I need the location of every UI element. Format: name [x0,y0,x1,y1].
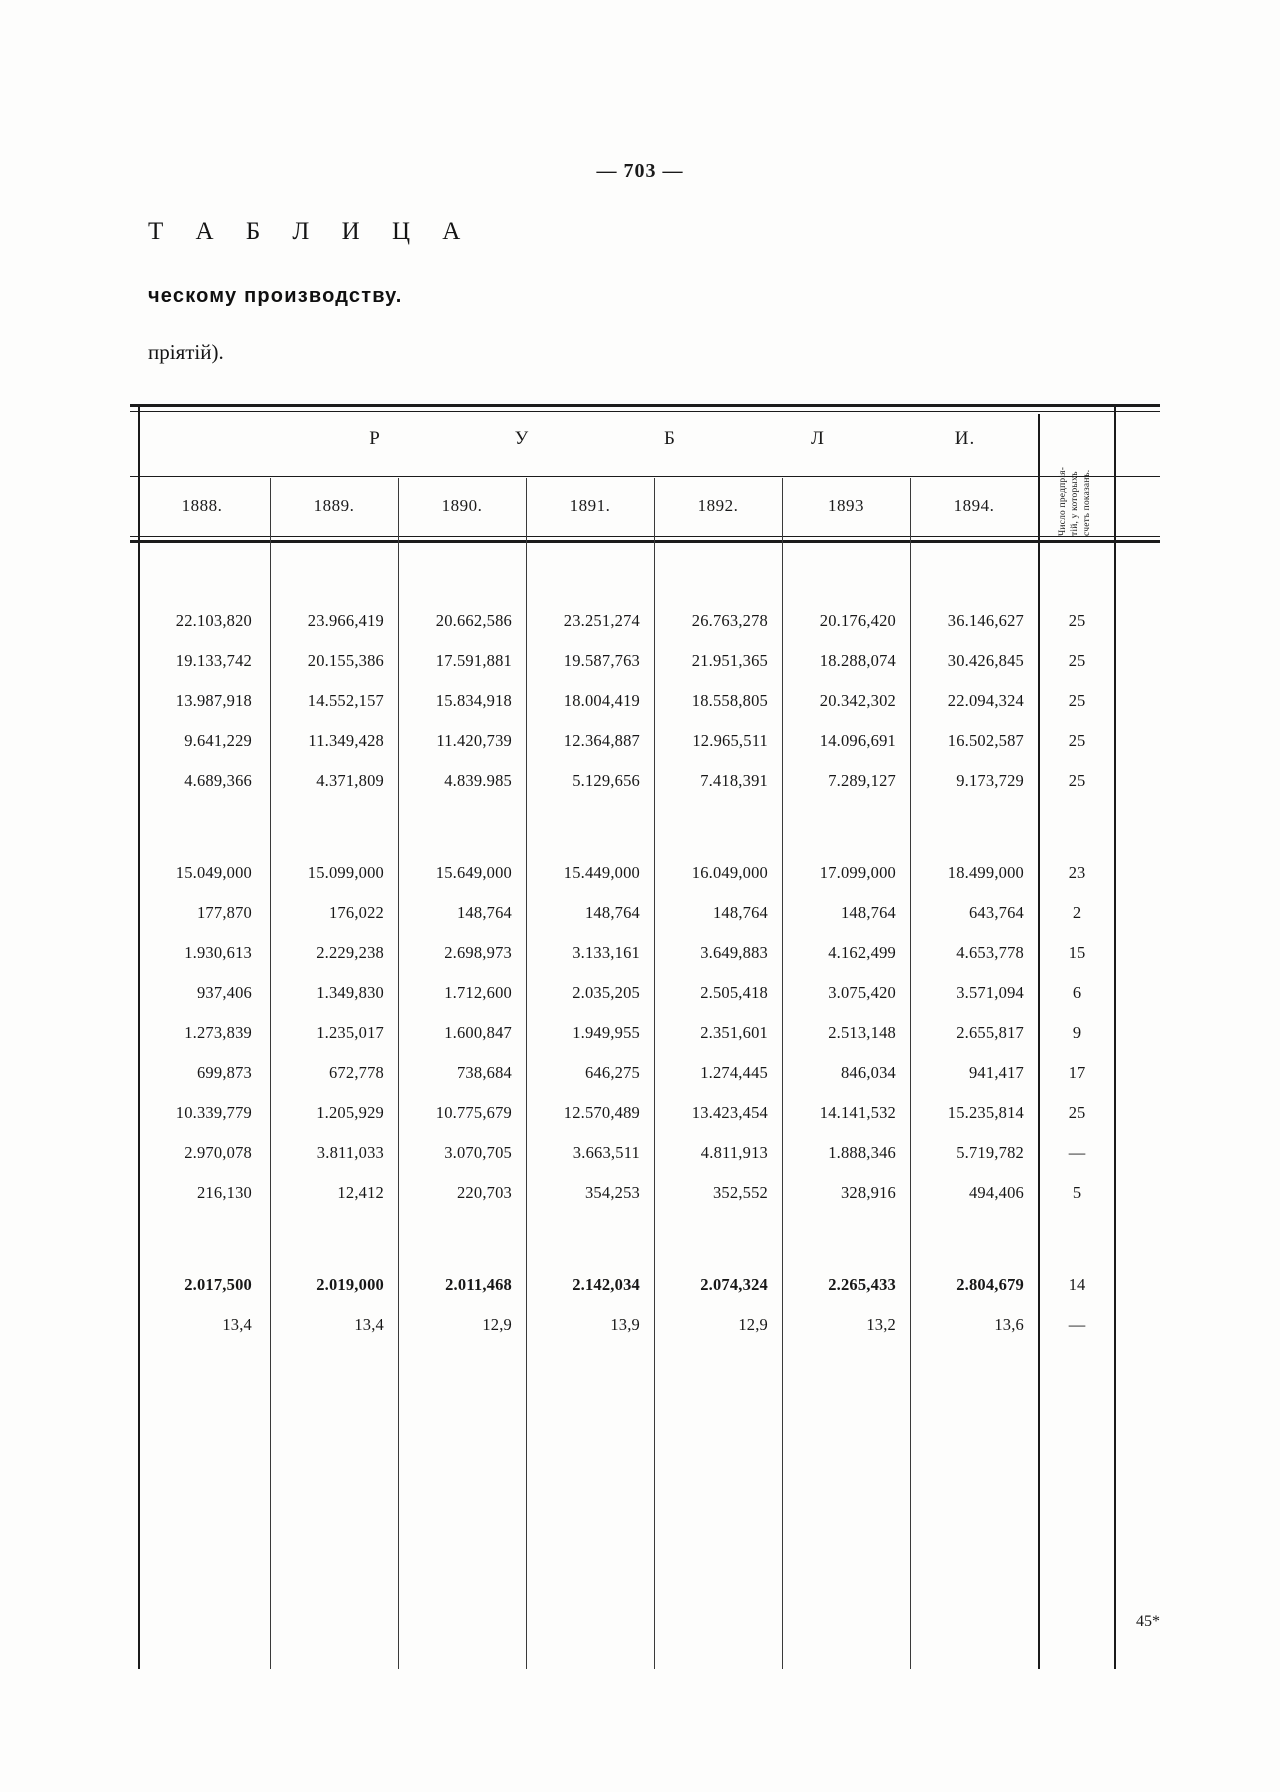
table-cell-count: 9 [1072,1023,1082,1042]
table-cell-count: 25 [1068,731,1086,750]
table-cell: 13,9 [610,1315,640,1334]
table-cell: 937,406 [196,983,252,1002]
table-cell: 216,130 [196,1183,252,1202]
table-cell: 17.099,000 [819,863,896,882]
table-cell: 672,778 [328,1063,384,1082]
table-cell: 148,764 [712,903,768,922]
table-cell: 328,916 [840,1183,896,1202]
table-cell: 9.173,729 [956,771,1024,790]
table-cell: 15.449,000 [563,863,640,882]
table-group-letter: И. [954,428,976,449]
table-cell: 12.965,511 [692,731,768,750]
table-cell: 16.049,000 [691,863,768,882]
table-column-separator [270,478,271,1669]
table-row [130,1183,1160,1223]
table-cell: 5.129,656 [572,771,640,790]
table-cell: 11.420,739 [436,731,512,750]
table-cell: 148,764 [840,903,896,922]
table-cell: 12.570,489 [563,1103,640,1122]
table-cell: 15.049,000 [175,863,252,882]
table-cell: 941,417 [968,1063,1024,1082]
table-cell-count: 25 [1068,1103,1086,1122]
table-cell: 3.133,161 [572,943,640,962]
table-cell: 13.423,454 [691,1103,768,1122]
table-cell: 13,2 [866,1315,896,1334]
table-cell: 10.775,679 [435,1103,512,1122]
table-cell: 2.351,601 [700,1023,768,1042]
table-cell: 18.288,074 [819,651,896,670]
table-cell: 17.591,881 [435,651,512,670]
table-cell: 9.641,229 [184,731,252,750]
table-cell: 176,022 [328,903,384,922]
table-cell: 18.558,805 [691,691,768,710]
table-year-header: 1890. [441,496,483,515]
table-cell: 19.133,742 [175,651,252,670]
table-header-bottom-rule-inner [130,536,1160,537]
table-cell: 4.162,499 [828,943,896,962]
table-cell: 2.142,034 [572,1275,640,1294]
table-cell: 15.235,814 [947,1103,1024,1122]
table-cell-count: 2 [1072,903,1082,922]
table-cell: 1.930,613 [184,943,252,962]
table-cell-count: 14 [1068,1275,1086,1294]
table-cell: 5.719,782 [956,1143,1024,1162]
table-cell: 2.970,078 [184,1143,252,1162]
table-cell: 16.502,587 [947,731,1024,750]
table-cell-count: 6 [1072,983,1082,1002]
table-cell: 15.834,918 [435,691,512,710]
table-row [130,983,1160,1023]
table-cell: 2.074,324 [700,1275,768,1294]
table-cell: 13,6 [994,1315,1024,1334]
page-subtitle: ческому производству. [148,285,403,307]
page-title: Т А Б Л И Ц А [148,218,474,245]
table-cell: 2.011,468 [445,1275,512,1294]
table-cell: 1.888,346 [828,1143,896,1162]
table-cell: 846,034 [840,1063,896,1082]
table-row [130,1063,1160,1103]
table-cell: 2.229,238 [316,943,384,962]
table-year-header-row [130,478,1160,536]
table-cell: 1.949,955 [572,1023,640,1042]
statistics-table [130,404,1160,1669]
table-cell: 18.499,000 [947,863,1024,882]
table-column-separator [526,478,527,1669]
table-cell: 646,275 [584,1063,640,1082]
table-cell: 30.426,845 [947,651,1024,670]
table-cell: 22.094,324 [947,691,1024,710]
table-cell: 7.289,127 [828,771,896,790]
table-group-letter: Р [369,428,381,449]
table-row [130,903,1160,943]
table-cell: 12.364,887 [563,731,640,750]
table-cell: 738,684 [456,1063,512,1082]
table-year-header: 1893 [828,496,864,515]
table-cell-count: 25 [1068,611,1086,630]
table-group-letter: У [514,428,530,449]
table-column-separator [1038,414,1040,1669]
table-year-header: 1888. [181,496,223,515]
table-column-separator [910,478,911,1669]
table-cell: 22.103,820 [175,611,252,630]
table-cell: 14.141,532 [819,1103,896,1122]
page-title-tail: пріятій). [148,340,224,364]
table-cell: 15.649,000 [435,863,512,882]
count-header-line: счетъ показанъ. [1082,469,1092,536]
table-group-letter: Б [664,428,676,449]
table-cell: 1.712,600 [444,983,512,1002]
table-year-header: 1891. [569,496,611,515]
table-cell: 2.019,000 [316,1275,384,1294]
table-cell: 12,412 [337,1183,384,1202]
table-cell: 354,253 [584,1183,640,1202]
count-header-line: тій, у которыхъ [1070,471,1080,536]
table-column-separator [398,478,399,1669]
table-cell: 11.349,428 [308,731,384,750]
table-cell-count: 23 [1068,863,1086,882]
table-cell: 2.698,973 [444,943,512,962]
table-cell: 2.505,418 [700,983,768,1002]
table-cell: 13,4 [222,1315,252,1334]
table-cell: 3.663,511 [572,1143,640,1162]
table-cell: 2.035,205 [572,983,640,1002]
table-cell: 4.371,809 [316,771,384,790]
table-cell: 494,406 [968,1183,1024,1202]
table-cell: 1.349,830 [316,983,384,1002]
table-cell: 148,764 [584,903,640,922]
table-cell: 2.655,817 [956,1023,1024,1042]
table-cell: 4.653,778 [956,943,1024,962]
table-column-separator [1114,404,1116,1669]
table-row [130,731,1160,771]
table-cell: 4.839.985 [444,771,512,790]
table-cell: 23.966,419 [307,611,384,630]
table-year-header: 1889. [313,496,355,515]
table-cell: 21.951,365 [691,651,768,670]
table-cell: 15.099,000 [307,863,384,882]
table-cell-count: 15 [1068,943,1086,962]
table-row [130,1023,1160,1063]
table-cell: 2.513,148 [828,1023,896,1042]
table-cell-count: — [1068,1315,1086,1334]
table-cell: 4.811,913 [700,1143,768,1162]
table-top-rule-inner [130,411,1160,412]
table-row [130,1143,1160,1183]
page-number: — 703 — [596,160,684,182]
table-cell-count: — [1068,1143,1086,1162]
table-cell: 177,870 [196,903,252,922]
table-cell: 14.552,157 [307,691,384,710]
signature-mark: 45* [1136,1613,1160,1630]
table-cell: 2.017,500 [184,1275,252,1294]
table-cell: 1.235,017 [316,1023,384,1042]
table-row [130,1275,1160,1315]
table-cell: 20.342,302 [819,691,896,710]
table-group-header-row [130,414,1160,474]
table-cell: 4.689,366 [184,771,252,790]
table-cell: 1.274,445 [700,1063,768,1082]
table-cell: 20.662,586 [435,611,512,630]
table-cell: 3.070,705 [444,1143,512,1162]
table-row [130,943,1160,983]
table-cell: 18.004,419 [563,691,640,710]
table-cell: 12,9 [738,1315,768,1334]
table-cell: 36.146,627 [947,611,1024,630]
table-cell: 1.273,839 [184,1023,252,1042]
table-cell: 10.339,779 [175,1103,252,1122]
table-cell: 220,703 [456,1183,512,1202]
table-cell: 13,4 [354,1315,384,1334]
table-cell-count: 17 [1068,1063,1086,1082]
table-row [130,651,1160,691]
table-cell-count: 5 [1072,1183,1082,1202]
table-row [130,1103,1160,1143]
table-cell: 1.600,847 [444,1023,512,1042]
table-cell: 23.251,274 [563,611,640,630]
table-row [130,611,1160,651]
table-cell: 20.176,420 [819,611,896,630]
table-cell-count: 25 [1068,771,1086,790]
table-row [130,1315,1160,1355]
table-row [130,771,1160,811]
table-cell: 699,873 [196,1063,252,1082]
table-cell: 3.571,094 [956,983,1024,1002]
table-cell: 7.418,391 [700,771,768,790]
table-column-separator [654,478,655,1669]
table-header-divider [130,476,1160,477]
table-year-header: 1894. [953,496,995,515]
table-group-letter: Л [811,428,825,449]
count-column-header [1042,416,1112,541]
table-row [130,863,1160,903]
table-cell: 13.987,918 [175,691,252,710]
table-cell: 3.811,033 [316,1143,384,1162]
table-cell: 643,764 [968,903,1024,922]
table-cell-count: 25 [1068,691,1086,710]
table-cell: 3.649,883 [700,943,768,962]
count-header-line: Число предпрія- [1058,466,1068,536]
table-top-rule-outer [130,404,1160,407]
table-cell: 14.096,691 [819,731,896,750]
table-cell: 148,764 [456,903,512,922]
table-column-separator [782,478,783,1669]
table-cell: 352,552 [712,1183,768,1202]
table-column-separator [138,404,140,1669]
table-cell: 19.587,763 [563,651,640,670]
table-body [130,543,1160,1663]
table-cell: 26.763,278 [691,611,768,630]
table-row [130,691,1160,731]
table-cell-count: 25 [1068,651,1086,670]
table-cell: 12,9 [482,1315,512,1334]
table-cell: 2.804,679 [956,1275,1024,1294]
table-cell: 1.205,929 [316,1103,384,1122]
table-cell: 20.155,386 [307,651,384,670]
table-cell: 2.265,433 [828,1275,896,1294]
table-year-header: 1892. [697,496,739,515]
table-cell: 3.075,420 [828,983,896,1002]
